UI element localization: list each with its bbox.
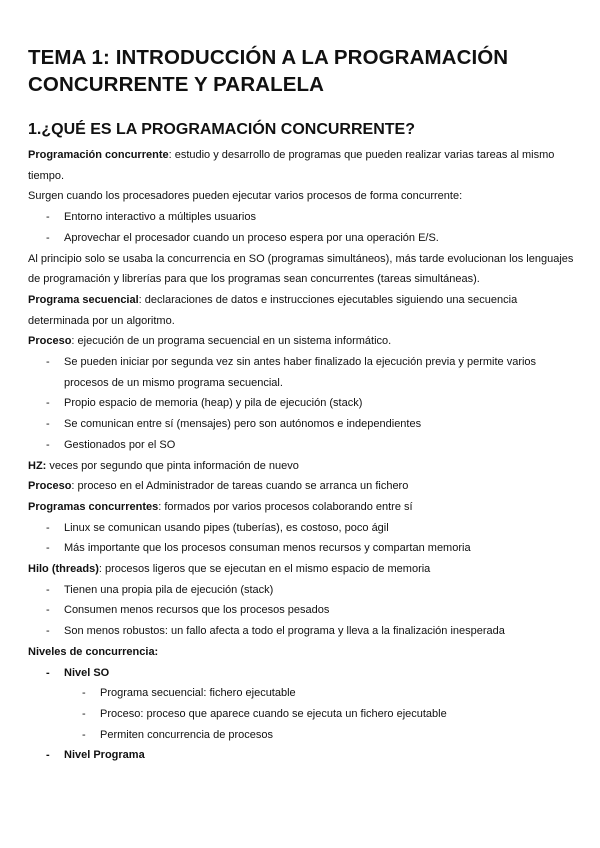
sub-list-item [28, 704, 576, 725]
list-item [28, 600, 576, 621]
definition: : declaraciones de datos e instrucciones ejecutables siguiendo una secuencia determinada por un algoritmo. [28, 293, 518, 327]
list-item-text: Aprovechar el procesador cuando un proceso espera por una operación E/S. [64, 231, 439, 244]
dash-bullet: - [46, 749, 50, 762]
list-item [28, 207, 576, 228]
term: Hilo (threads) [28, 563, 99, 576]
term: Programación concurrente [28, 149, 169, 161]
list-item-level-program [28, 745, 576, 766]
list-item-text: Nivel Programa [64, 749, 145, 762]
document-title [28, 44, 578, 98]
list-item [28, 538, 576, 559]
sub-list-item [28, 725, 576, 746]
list-item-text: Tienen una propia pila de ejecución (stack) [64, 583, 274, 596]
dash-bullet: - [82, 687, 86, 700]
dash-bullet: - [46, 356, 50, 369]
paragraph-process [28, 331, 576, 352]
list-item [28, 352, 576, 393]
paragraph-sequential-program [28, 290, 576, 331]
list-item-text: Linux se comunican usando pipes (tuberías), es costoso, poco ágil [64, 521, 389, 534]
paragraph-concurrency-levels: Niveles de concurrencia: [28, 645, 159, 658]
definition: : formados por varios procesos colaborando entre sí [158, 500, 413, 513]
list-item [28, 228, 576, 249]
sub-list-item [28, 683, 576, 704]
list-item-text: Se comunican entre sí (mensajes) pero son autónomos e independientes [64, 418, 422, 431]
list-item [28, 518, 576, 539]
dash-bullet: - [46, 625, 50, 638]
list-item [28, 621, 576, 642]
paragraph-threads [28, 559, 576, 580]
definition: : proceso en el Administrador de tareas cuando se arranca un fichero [71, 480, 409, 493]
term: Proceso [28, 480, 72, 493]
list-item [28, 393, 576, 414]
paragraph-process-task-manager [28, 476, 576, 497]
list-item [28, 435, 576, 456]
list-item-text: Consumen menos recursos que los procesos pesados [64, 604, 330, 617]
list-item [28, 414, 576, 435]
paragraph-concurrent-programming [28, 145, 576, 186]
list-item-text: Gestionados por el SO [64, 438, 176, 451]
dash-bullet: - [46, 231, 50, 244]
document-body [28, 145, 576, 766]
list-item-text: Programa secuencial: fichero ejecutable [100, 687, 296, 700]
list-item-text: Se pueden iniciar por segunda vez sin antes haber finalizado la ejecución previa y permite varios procesos de un mismo programa secuencial. [64, 356, 537, 389]
list-item-level-so [28, 663, 576, 684]
dash-bullet: - [82, 707, 86, 720]
dash-bullet: - [82, 728, 86, 741]
paragraph: Al principio solo se usaba la concurrencia en SO (programas simultáneos), más tarde evolucionan los lenguajes de programación y librerías para que los programas sean concurrentes (tareas simultáneas). [28, 252, 574, 286]
section-heading: 1.¿QUÉ ES LA PROGRAMACIÓN CONCURRENTE? [28, 121, 415, 138]
term: Proceso [28, 335, 72, 348]
dash-bullet: - [46, 542, 50, 555]
list-item [28, 580, 576, 601]
title-line-2: CONCURRENTE Y PARALELA [28, 73, 325, 96]
dash-bullet: - [46, 521, 50, 534]
dash-bullet: - [46, 211, 50, 224]
dash-bullet: - [46, 666, 50, 679]
dash-bullet: - [46, 583, 50, 596]
dash-bullet: - [46, 438, 50, 451]
definition: : estudio y desarrollo de programas que pueden realizar varias tareas al mismo tiempo. [28, 149, 555, 182]
term: Programas concurrentes [28, 500, 159, 513]
paragraph-concurrent-programs [28, 497, 576, 518]
list-item-text: Permiten concurrencia de procesos [100, 728, 274, 741]
term: HZ: [28, 459, 47, 472]
paragraph: Surgen cuando los procesadores pueden ejecutar varios procesos de forma concurrente: [28, 190, 463, 203]
list-item-text: Nivel SO [64, 666, 110, 679]
list-item-text: Propio espacio de memoria (heap) y pila de ejecución (stack) [64, 397, 363, 410]
term: Programa secuencial [28, 293, 139, 306]
definition: veces por segundo que pinta información de nuevo [46, 459, 299, 472]
paragraph-hz [28, 456, 576, 477]
dash-bullet: - [46, 397, 50, 410]
dash-bullet: - [46, 418, 50, 431]
title-line-1: TEMA 1: INTRODUCCIÓN A LA PROGRAMACIÓN [28, 46, 509, 69]
dash-bullet: - [46, 604, 50, 617]
list-item-text: Proceso: proceso que aparece cuando se ejecuta un fichero ejecutable [100, 707, 447, 720]
list-item-text: Son menos robustos: un fallo afecta a todo el programa y lleva a la finalización inesperada [64, 625, 505, 638]
definition: : ejecución de un programa secuencial en un sistema informático. [71, 335, 392, 348]
list-item-text: Entorno interactivo a múltiples usuarios [64, 211, 256, 224]
definition: : procesos ligeros que se ejecutan en el mismo espacio de memoria [98, 563, 431, 576]
list-item-text: Más importante que los procesos consuman menos recursos y compartan memoria [64, 542, 471, 555]
